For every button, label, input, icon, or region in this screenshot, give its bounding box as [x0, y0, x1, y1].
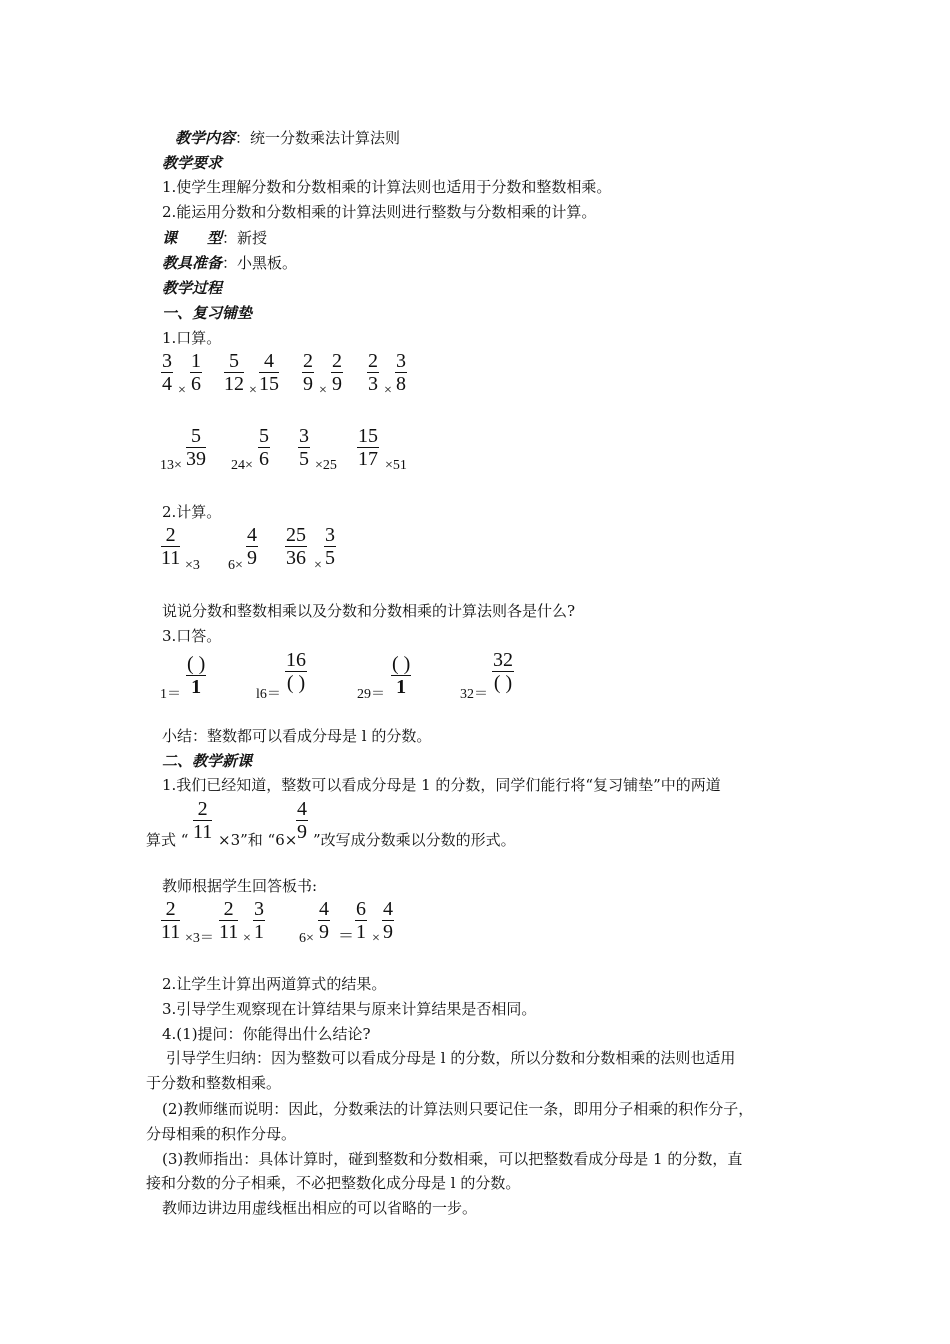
fraction: $\frac{5}{39}$	[186, 425, 206, 470]
fraction: 32 ( )	[493, 649, 513, 694]
process-title: 教学过程	[162, 279, 223, 297]
fraction: $\frac{2}{11}$	[161, 524, 181, 569]
question-2: 2.计算。	[162, 503, 222, 521]
paragraph-5b: 于分数和整数相乘。	[146, 1074, 282, 1092]
ask-line: 说说分数和整数相乘以及分数和分数相乘的计算法则各是什么?	[162, 602, 576, 620]
times-sign: ×	[384, 383, 392, 398]
prefix: 1＝	[160, 687, 181, 702]
board-line: 教师根据学生回答板书:	[162, 877, 318, 895]
prefix: 29＝	[357, 687, 385, 702]
fraction: ( ) 1	[187, 653, 206, 698]
fraction: $\frac{3}{1}$	[254, 898, 264, 943]
fraction: $\frac{2}{9}$	[332, 350, 342, 395]
paragraph-2: 2.让学生计算出两道算式的结果。	[162, 975, 387, 993]
times-sign: ×	[249, 383, 257, 398]
paragraph-8: 教师边讲边用虚线框出相应的可以省略的一步。	[162, 1199, 478, 1217]
fraction: $\frac{3}{8}$	[396, 350, 406, 395]
times-sign: ×	[372, 931, 380, 946]
type-value: 新授	[237, 229, 268, 247]
content-label: 教学内容	[175, 129, 236, 147]
fraction: $\frac{4}{9}$	[247, 524, 257, 569]
prefix: 6×	[299, 931, 314, 946]
fraction: $\frac{2}{11}$	[193, 798, 213, 843]
type-label: 课 型	[162, 229, 223, 247]
paragraph-5a: 引导学生归纳：因为整数可以看成分母是 l 的分数，所以分数和分数相乘的法则也适用	[166, 1049, 736, 1067]
summary-line: 小结：整数都可以看成分母是 l 的分数。	[162, 727, 432, 745]
fraction: $\frac{4}{9}$	[297, 798, 307, 843]
text: ×3”和 “6×	[218, 831, 298, 849]
fraction: $\frac{3}{4}$	[162, 350, 172, 395]
requirement-2: 2.能运用分数和分数相乘的计算法则进行整数与分数相乘的计算。	[162, 203, 597, 221]
prefix: 24×	[231, 458, 253, 473]
tools-label: 教具准备	[162, 254, 223, 272]
times-sign: ×	[243, 931, 251, 946]
fraction: $\frac{1}{6}$	[191, 350, 201, 395]
paragraph-6a: (2)教师继而说明：因此，分数乘法的计算法则只要记住一条，即用分子相乘的积作分子，	[162, 1100, 754, 1118]
operator: ×3＝	[185, 931, 214, 946]
text: 算式 “	[146, 831, 189, 849]
requirement-1: 1.使学生理解分数和分数相乘的计算法则也适用于分数和整数相乘。	[162, 178, 612, 196]
times-sign: ×	[314, 558, 322, 573]
suffix: ×3	[185, 558, 200, 573]
question-1: 1.口算。	[162, 329, 222, 347]
fraction: $\frac{6}{1}$	[356, 898, 366, 943]
section1-title: 一、复习铺垫	[162, 304, 253, 322]
suffix: ×51	[385, 458, 407, 473]
content-line: 教学内容：统一分数乘法计算法则	[175, 129, 401, 147]
question-3: 3.口答。	[162, 627, 222, 645]
fraction: $\frac{5}{6}$	[259, 425, 269, 470]
suffix: ×25	[315, 458, 337, 473]
fraction: $\frac{3}{5}$	[299, 425, 309, 470]
section2-title: 二、教学新课	[162, 752, 253, 770]
paragraph-1: 1.我们已经知道，整数可以看成分母是 1 的分数，同学们能行将“复习铺垫”中的两道	[162, 776, 721, 794]
prefix: l6＝	[256, 687, 281, 702]
type-line: 课 型：新授	[162, 229, 268, 247]
fraction: $\frac{4}{9}$	[319, 898, 329, 943]
fraction: ( ) 1	[392, 653, 411, 698]
times-sign: ×	[319, 383, 327, 398]
paragraph-6b: 分母相乘的积作分母。	[146, 1125, 297, 1143]
text: ”改写成分数乘以分数的形式。	[313, 831, 516, 849]
paragraph-4: 4.(1)提问：你能得出什么结论?	[162, 1025, 371, 1043]
fraction: 16 ( )	[286, 649, 306, 694]
fraction: $\frac{3}{5}$	[325, 524, 335, 569]
tools-value: 小黑板。	[237, 254, 298, 272]
fraction: $\frac{2}{9}$	[303, 350, 313, 395]
paragraph-7a: (3)教师指出：具体计算时，碰到整数和分数相乘，可以把整数看成分母是 1 的分数，直	[162, 1150, 743, 1168]
paragraph-3: 3.引导学生观察现在计算结果与原来计算结果是否相同。	[162, 1000, 537, 1018]
requirements-title: 教学要求	[162, 154, 223, 172]
fraction: $\frac{5}{12}$	[224, 350, 244, 395]
content-value: 统一分数乘法计算法则	[250, 129, 401, 147]
prefix: 32＝	[460, 687, 488, 702]
times-sign: ×	[178, 383, 186, 398]
fraction: $\frac{2}{11}$	[219, 898, 239, 943]
prefix: 13×	[160, 458, 182, 473]
fraction: $\frac{2}{3}$	[368, 350, 378, 395]
fraction: $\frac{4}{9}$	[383, 898, 393, 943]
equals-sign: ＝	[338, 928, 355, 945]
tools-line: 教具准备：小黑板。	[162, 254, 298, 272]
fraction: $\frac{4}{15}$	[259, 350, 279, 395]
fraction: $\frac{2}{11}$	[161, 898, 181, 943]
fraction: $\frac{25}{36}$	[286, 524, 306, 569]
paragraph-7b: 接和分数的分子相乘，不必把整数化成分母是 l 的分数。	[146, 1174, 521, 1192]
prefix: 6×	[228, 558, 243, 573]
fraction: $\frac{15}{17}$	[358, 425, 378, 470]
